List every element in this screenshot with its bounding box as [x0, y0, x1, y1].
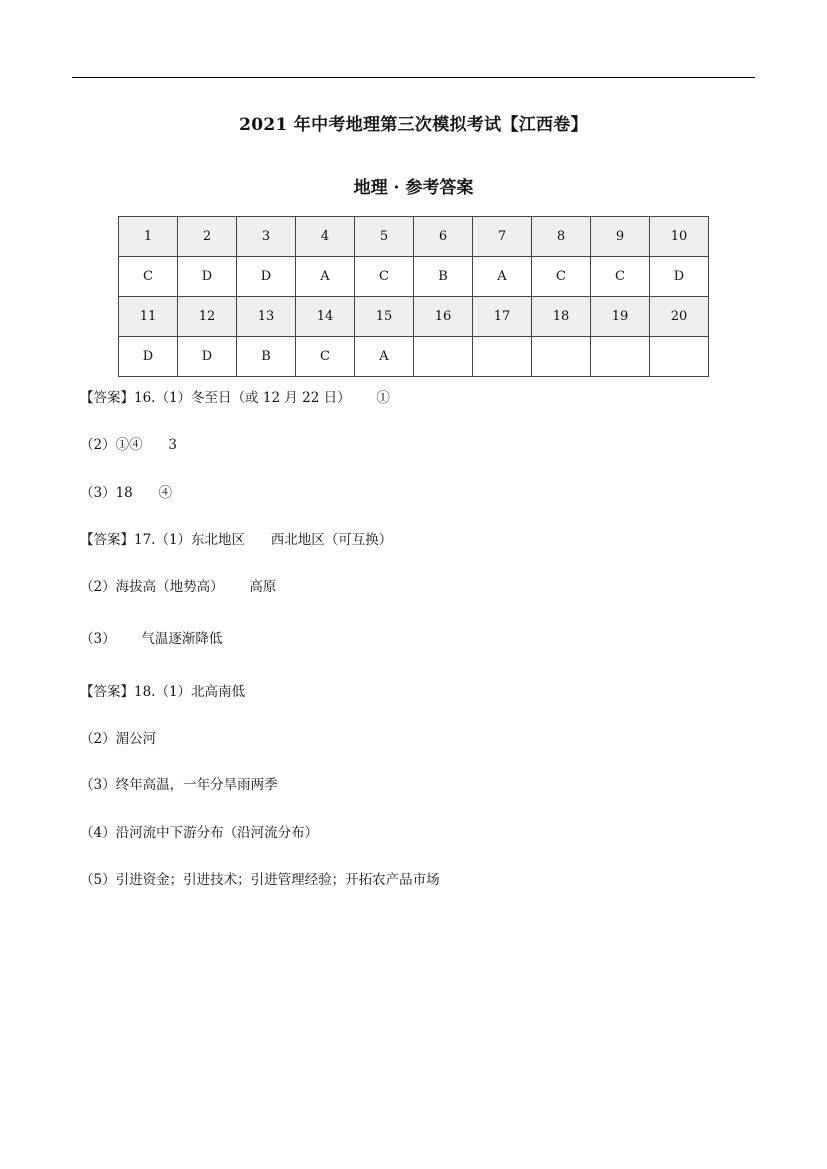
table-cell	[650, 337, 709, 377]
table-cell: 20	[650, 297, 709, 337]
table-row-answers	[119, 257, 709, 297]
answer-17-part-3: （3） 气温逐渐降低	[80, 631, 223, 647]
table-cell: 13	[237, 297, 296, 337]
answer-table	[118, 216, 709, 377]
table-row-answers	[119, 337, 709, 377]
answer-16-part-3: （3）18 ④	[80, 485, 173, 501]
table-cell: 17	[473, 297, 532, 337]
table-cell: C	[296, 337, 355, 377]
answer-16-part-1: 【答案】16.（1）冬至日（或 12 月 22 日） ①	[80, 390, 390, 406]
table-cell: 14	[296, 297, 355, 337]
answer-18-part-4: （4）沿河流中下游分布（沿河流分布）	[80, 825, 319, 841]
table-cell	[591, 337, 650, 377]
table-cell: 5	[355, 217, 414, 257]
table-cell: 12	[178, 297, 237, 337]
table-cell: 16	[414, 297, 473, 337]
table-cell: C	[119, 257, 178, 297]
table-cell: 4	[296, 217, 355, 257]
table-cell: A	[296, 257, 355, 297]
table-cell: D	[650, 257, 709, 297]
table-cell: B	[414, 257, 473, 297]
table-cell: 6	[414, 217, 473, 257]
table-cell: 9	[591, 217, 650, 257]
answer-18-part-5: （5）引进资金；引进技术；引进管理经验；开拓农产品市场	[80, 872, 440, 888]
table-cell: A	[473, 257, 532, 297]
table-cell: 10	[650, 217, 709, 257]
table-cell: 1	[119, 217, 178, 257]
table-cell: C	[591, 257, 650, 297]
table-row-numbers	[119, 217, 709, 257]
answer-16-part-2: （2）①④ 3	[80, 437, 177, 453]
table-cell: 3	[237, 217, 296, 257]
table-cell: A	[355, 337, 414, 377]
table-cell: B	[237, 337, 296, 377]
table-cell: 7	[473, 217, 532, 257]
table-cell: D	[237, 257, 296, 297]
table-cell: 18	[532, 297, 591, 337]
answer-17-part-2: （2）海拔高（地势高） 高原	[80, 579, 277, 595]
table-cell	[532, 337, 591, 377]
table-cell: D	[178, 337, 237, 377]
page-title: 2021 年中考地理第三次模拟考试【江西卷】	[239, 115, 588, 135]
header-rule	[72, 77, 755, 78]
answer-17-part-1: 【答案】17.（1）东北地区 西北地区（可互换）	[80, 532, 393, 548]
table-cell: 15	[355, 297, 414, 337]
table-cell	[414, 337, 473, 377]
answer-18-part-3: （3）终年高温，一年分旱雨两季	[80, 777, 278, 793]
table-row-numbers	[119, 297, 709, 337]
table-cell: C	[355, 257, 414, 297]
table-cell: D	[178, 257, 237, 297]
table-cell	[473, 337, 532, 377]
table-cell: 8	[532, 217, 591, 257]
table-cell: 2	[178, 217, 237, 257]
table-cell: C	[532, 257, 591, 297]
answer-18-part-2: （2）湄公河	[80, 731, 157, 747]
table-cell: 11	[119, 297, 178, 337]
answer-18-part-1: 【答案】18.（1）北高南低	[80, 684, 246, 700]
table-cell: 19	[591, 297, 650, 337]
table-cell: D	[119, 337, 178, 377]
page-subtitle: 地理 · 参考答案	[353, 178, 474, 198]
